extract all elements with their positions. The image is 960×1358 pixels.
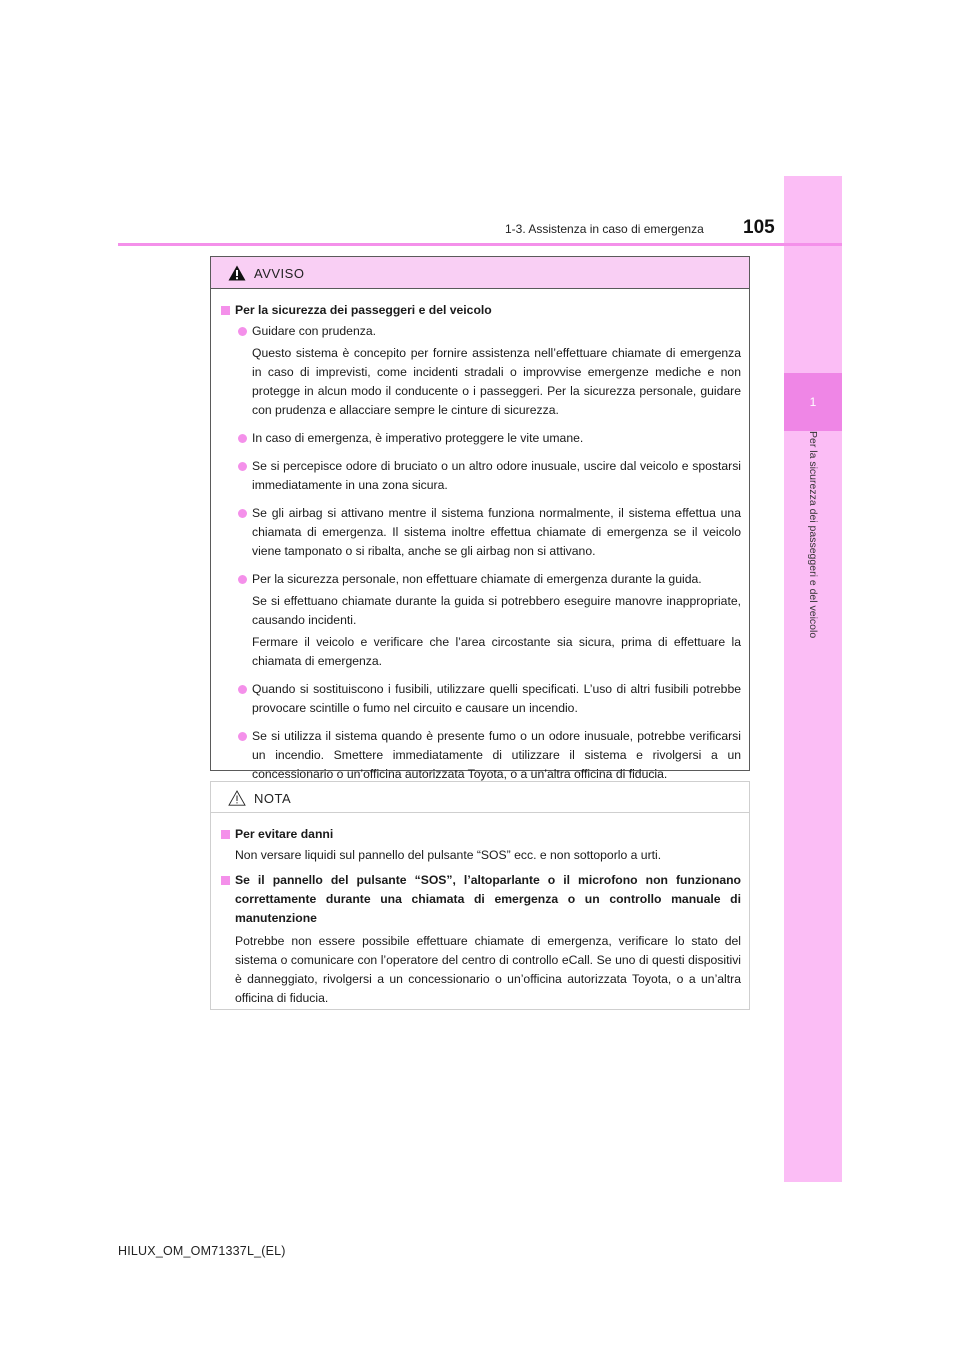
warning-body: [211, 289, 749, 784]
page-number: 105: [743, 217, 775, 238]
note-box: [210, 781, 750, 1010]
note-heading: Per evitare danni: [221, 825, 741, 844]
warning-box-header: [211, 257, 749, 289]
chapter-label: Per la sicurezza dei passeggeri e del veicolo: [807, 431, 819, 639]
paragraph: Se si effettuano chiamate durante la guida si potrebbero eseguire manovre inappropriate, causando incidenti.: [252, 594, 741, 627]
caution-outline-icon: [228, 790, 246, 806]
warning-triangle-icon: [228, 265, 246, 281]
section-title: 1-3. Assistenza in caso di emergenza: [505, 222, 704, 236]
list-item: Per la sicurezza personale, non effettuare chiamate di emergenza durante la guida.: [221, 570, 741, 589]
header-rule: [118, 243, 842, 246]
round-bullet-icon: [238, 685, 247, 694]
round-bullet-icon: [238, 575, 247, 584]
warning-title: AVVISO: [254, 266, 305, 281]
chapter-number: 1: [784, 373, 842, 431]
paragraph: Non versare liquidi sul pannello del pulsante “SOS” ecc. e non sottoporlo a urti.: [235, 848, 662, 862]
note-body: [211, 813, 749, 1008]
round-bullet-icon: [238, 732, 247, 741]
square-bullet-icon: [221, 876, 230, 885]
chapter-label-container: [784, 431, 842, 721]
list-item: Guidare con prudenza.: [221, 322, 741, 341]
list-item: Quando si sostituiscono i fusibili, utilizzare quelli specificati. L’uso di altri fusibili potrebbe provocare scintille o fumo nel circuito e causare un incendio.: [221, 680, 741, 718]
note-heading: Se il pannello del pulsante “SOS”, l’altoparlante o il microfono non funzionano correttamente durante una chiamata di emergenza o un controllo manuale di manutenzione: [221, 871, 741, 928]
warning-section-heading: Per la sicurezza dei passeggeri e del veicolo: [221, 301, 741, 320]
round-bullet-icon: [238, 434, 247, 443]
list-item: Se si percepisce odore di bruciato o un altro odore inusuale, uscire dal veicolo e spostarsi immediatamente in una zona sicura.: [221, 457, 741, 495]
list-item: Se si utilizza il sistema quando è presente fumo o un odore inusuale, potrebbe verificarsi un incendio. Smettere immediatamente di utilizzare il sistema e rivolgersi a un concessionario o un’officina autorizzata Toyota, o a un’altra officina di fiducia.: [221, 727, 741, 784]
note-box-header: [211, 782, 749, 813]
square-bullet-icon: [221, 830, 230, 839]
paragraph: Potrebbe non essere possibile effettuare chiamate di emergenza, verificare lo stato del sistema o comunicare con l’operatore del centro di controllo eCall. Se uno di questi dispositivi è danneggiato, rivolgersi a un concessionario o un’officina autorizzata Toyota, o a un’altra officina di fiducia.: [235, 934, 741, 1005]
list-item: In caso di emergenza, è imperativo proteggere le vite umane.: [221, 429, 741, 448]
warning-box: [210, 256, 750, 781]
round-bullet-icon: [238, 327, 247, 336]
paragraph: Questo sistema è concepito per fornire assistenza nell’effettuare chiamate di emergenza in caso di imprevisti, come incidenti stradali o improvvise emergenze mediche e non protegge in alcun modo il conducente o i passeggeri. Per la sicurezza personale, guidare con prudenza e allacciare sempre le cinture di sicurezza.: [252, 346, 741, 417]
round-bullet-icon: [238, 462, 247, 471]
paragraph: Fermare il veicolo e verificare che l’area circostante sia sicura, prima di effettuare la chiamata di emergenza.: [252, 635, 741, 668]
note-title: NOTA: [254, 791, 292, 806]
list-item: Se gli airbag si attivano mentre il sistema funziona normalmente, il sistema effettua una chiamata di emergenza. Il sistema inoltre effettua chiamate di emergenza se il veicolo viene tamponato o si ribalta, anche se gli airbag non si attivano.: [221, 504, 741, 561]
square-bullet-icon: [221, 306, 230, 315]
document-code: HILUX_OM_OM71337L_(EL): [118, 1244, 286, 1258]
round-bullet-icon: [238, 509, 247, 518]
